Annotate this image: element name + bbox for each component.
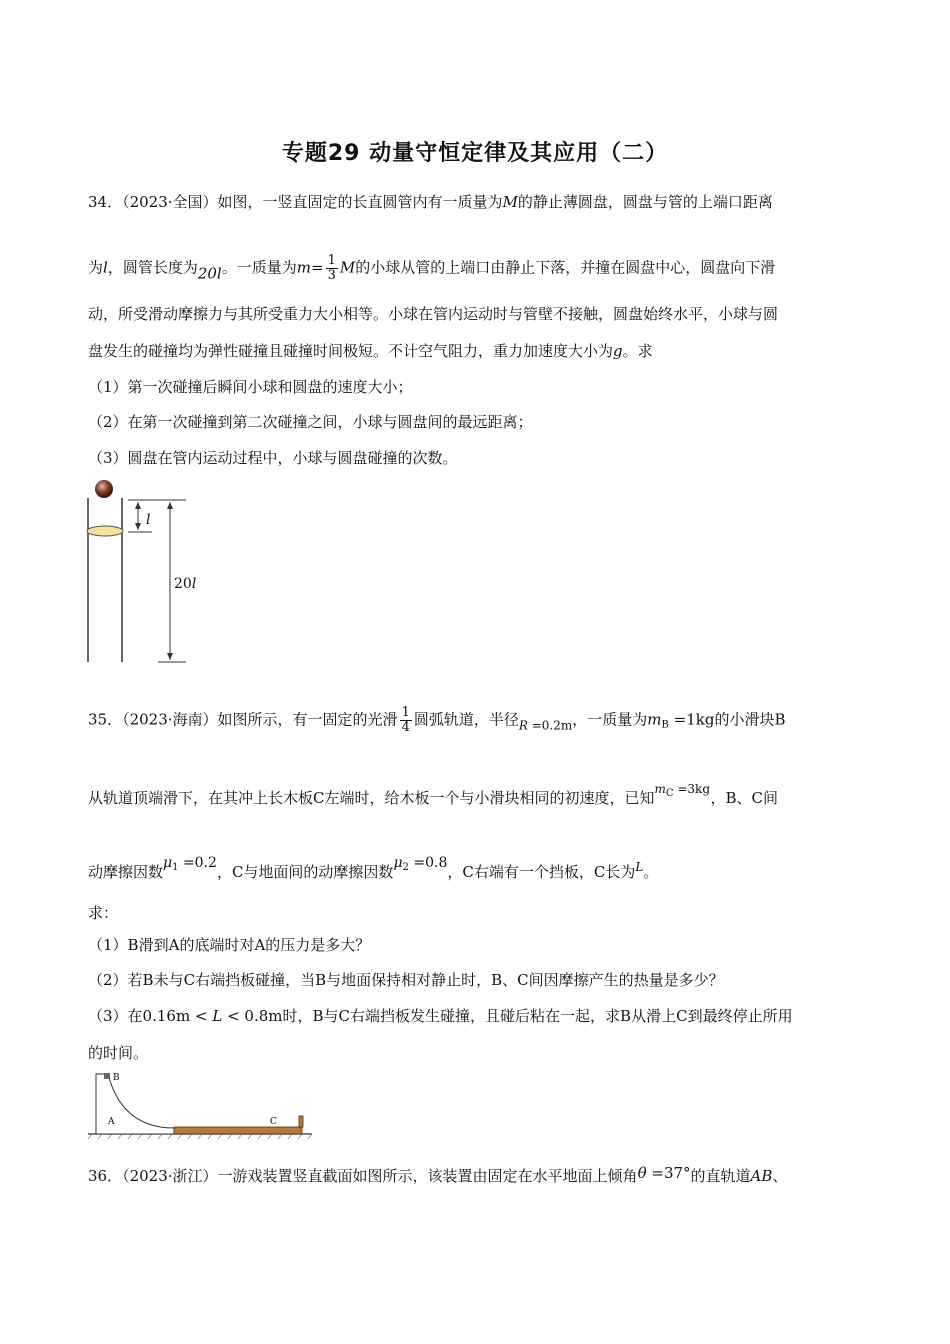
- board-C: [174, 1127, 302, 1134]
- q34-figure-tube: [82, 478, 212, 668]
- q35-sub-3: （3）在0.16m < L < 0.8m时，B与C右端挡板发生碰撞，且碰后粘在一起，求B从滑上C到最终停止所用: [88, 1007, 793, 1025]
- svg-text:A: A: [108, 1117, 115, 1127]
- q34-line-1: 34．（2023·全国）如图，一竖直固定的长直圆管内有一质量为M的静止薄圆盘，圆盘与管的上端口距离: [88, 193, 773, 211]
- q34-line-2: 为l，圆管长度为20l。一质量为m= $\frac{1}{3}$ M的小球从管的上端口由静止下落，并撞在圆盘中心，圆盘向下滑: [88, 253, 776, 283]
- q35-sub-2: （2）若B未与C右端挡板碰撞，当B与地面保持相对静止时，B、C间因摩擦产生的热量是多少？: [88, 971, 724, 989]
- q35-ask: 求：: [88, 904, 119, 922]
- svg-text:C: C: [270, 1117, 277, 1127]
- label-20: 20: [174, 576, 192, 592]
- q34-line-4: 盘发生的碰撞均为弹性碰撞且碰撞时间极短。不计空气阻力，重力加速度大小为g。求: [88, 342, 653, 360]
- board-C-stopper: [299, 1116, 303, 1127]
- q35-line-2: 从轨道顶端滑下，在其冲上长木板C左端时，给木板一个与小滑块相同的初速度，已知$m_C =3kg$，B、C间: [88, 782, 778, 807]
- q35-line-1: 35．（2023·海南）如图所示，有一固定的光滑 $\frac{1}{4}$ 圆弧轨道，半径$_{R =0.2m}$，一质量为$m_B =1kg$的小滑块B: [88, 705, 786, 735]
- q35-sub-1: （1）B滑到A的底端时对A的压力是多大？: [88, 936, 371, 954]
- disc-icon: [87, 526, 123, 536]
- svg-text:B: B: [113, 1073, 120, 1083]
- q34-sub-3: （3）圆盘在管内运动过程中，小球与圆盘碰撞的次数。: [88, 449, 458, 467]
- label-l: l: [146, 512, 151, 528]
- q35-line-3: 动摩擦因数$\mu_1 =0.2$，C与地面间的动摩擦因数$\mu_2 =0.8$，C右端有一个挡板，C长为$^L$。: [88, 855, 659, 881]
- fraction-one-quarter: $\frac{1}{4}$: [401, 705, 410, 735]
- svg-text:20l: [174, 576, 196, 592]
- label-20l-var: l: [191, 576, 197, 592]
- q35-sub-3-cont: 的时间。: [88, 1044, 149, 1062]
- block-B-icon: [104, 1073, 110, 1079]
- q34-sub-1: （1）第一次碰撞后瞬间小球和圆盘的速度大小；: [88, 378, 413, 396]
- q35-figure-track: [84, 1070, 324, 1142]
- fraction-one-third: $\frac{1}{3}$: [327, 253, 336, 283]
- ball-icon: [95, 480, 113, 498]
- q36-line-1: 36．（2023·浙江）一游戏装置竖直截面如图所示，该装置由固定在水平地面上倾角θ =37°的直轨道AB、: [88, 1164, 788, 1185]
- q34-line-3: 动，所受滑动摩擦力与其所受重力大小相等。小球在管内运动时与管壁不接触，圆盘始终水平，小球与圆: [88, 305, 779, 323]
- page-title: 专题29 动量守恒定律及其应用（二）: [281, 141, 669, 166]
- q34-sub-2: （2）在第一次碰撞到第二次碰撞之间，小球与圆盘间的最远距离；: [88, 413, 533, 431]
